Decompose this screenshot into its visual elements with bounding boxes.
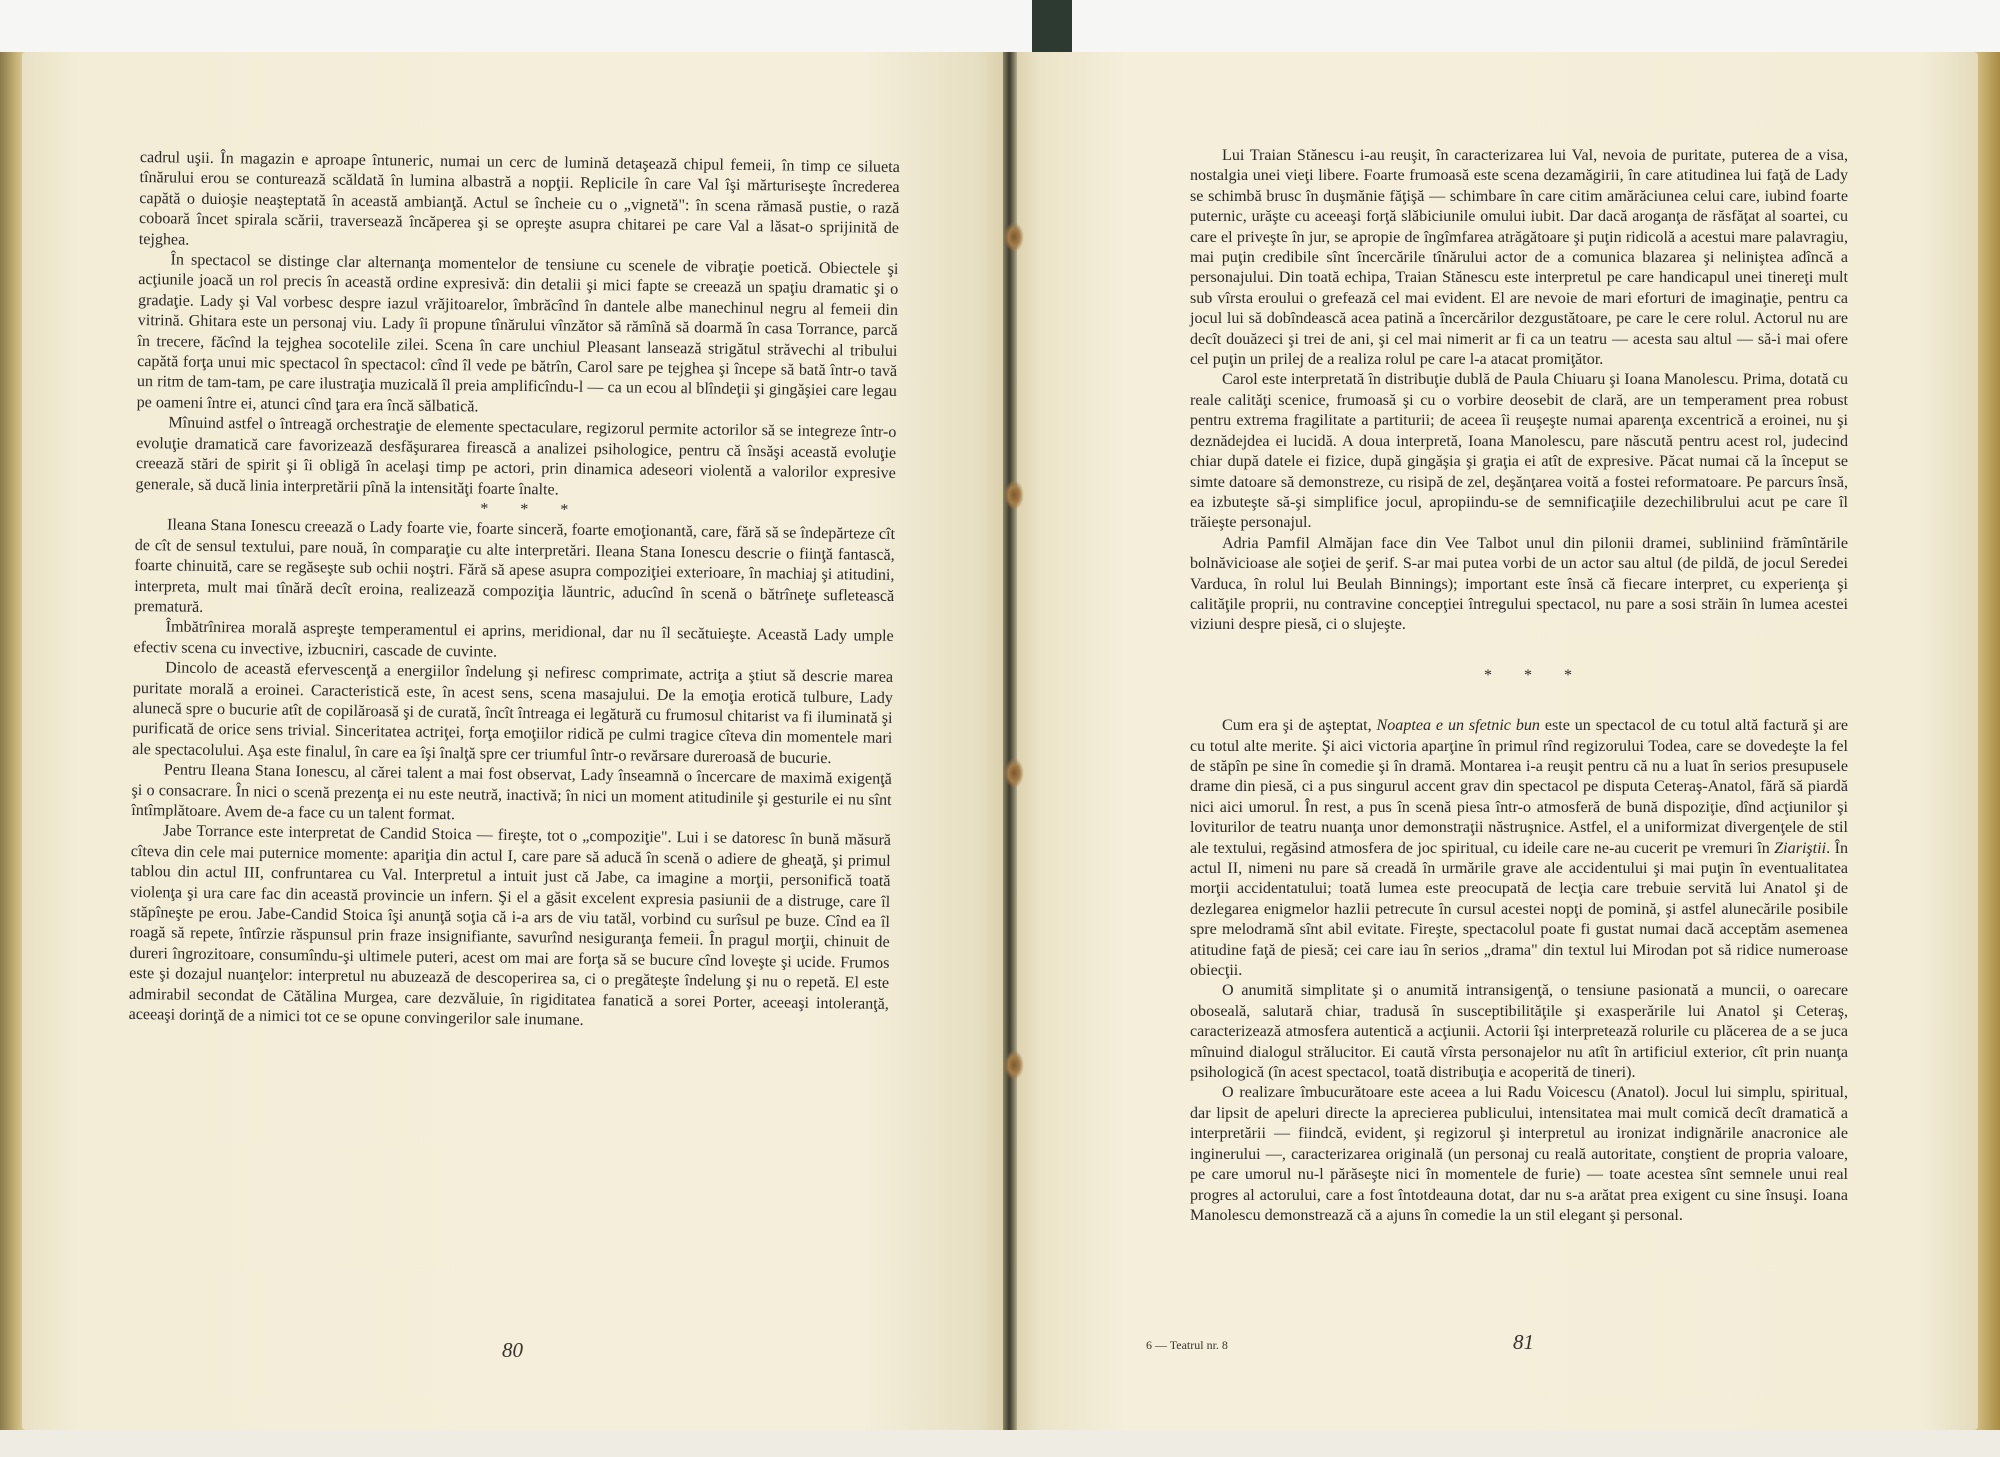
section-separator: * * *: [480, 500, 583, 519]
text-run: Cum era şi de aşteptat,: [1222, 717, 1377, 735]
page-number: 81: [1513, 1330, 1534, 1354]
scanner-background-top: [0, 0, 2000, 55]
paragraph: Ileana Stana Ionescu creează o Lady foarte vie, foarte sinceră, foarte emoţionantă, care, fără să se îndepărteze cît de cît de sensul textului, pare nouă, în comparaţie cu alte interpretări. Ileana Stana Ionescu descrie o fiinţă fantască, foarte chinuită, care se regăseşte sub ochii noştri. Fără să apese asupra compoziţiei exterioare, în machiaj şi atitudini, interpreta, mult mai tînără decît eroina, realizează compoziţia lăuntric, aducînd în scenă o bătrîneţe sufletească prematură.: [133, 516, 896, 616]
paragraph: [1190, 716, 1848, 981]
paragraph: Pentru Ileana Stana Ionescu, al cărei talent a mai fost observat, Lady înseamnă o încercare de maximă exigenţă şi o consacrare. În nici o scenă prezenţa ei nu este neutră, inactivă; în nici un moment atitudinile şi gesturile ei nu sînt întîmplătoare. Avem de-a face cu un talent format.: [131, 761, 892, 824]
left-page-text: [129, 148, 900, 1035]
right-page-text: [1190, 146, 1848, 1226]
bookmark-tab: [1032, 0, 1072, 52]
book-gutter: [1003, 52, 1017, 1430]
binding-stitch: [1004, 758, 1024, 788]
text-run: este un spectacol de cu totul altă factură şi are cu totul alte merite. Şi aici victoria aparţine în primul rînd regizorului Todea, care se dovedeşte la fel de stăpîn pe sine în comedie şi în dramă. Montarea i-a reuşit pentru că nu a luat în serios presupusele drame din piesă, ci a pus singurul accent grav din spectacol pe disputa Ceteraş-Anatol, fără să piardă nici aici umorul. În rest, a pus în scenă piesa într-o atmosferă de bună dispoziţie, dînd acţiunilor şi loviturilor de teatru nuanţa unor demonstraţii năstruşnice. Astfel, el a uniformizat divergenţele de stil ale textului, regăsind atmosfera de joc spiritual, cu ideile care ne-au cucerit pe vremuri în: [1190, 717, 1848, 857]
scanner-background-bottom: [0, 1430, 2000, 1457]
binding-stitch: [1004, 480, 1024, 510]
paragraph: În spectacol se distinge clar alternanţa momentelor de tensiune cu scenele de vibraţie poetică. Obiectele şi acţiunile joacă un rol precis în această ordine expresivă: din detalii şi mici fapte se creează un spaţiu dramatic şi o gradaţie. Lady şi Val vorbesc despre iazul vrăjitoarelor, îmbrăcînd în dantele albe manechinul negru al femeii din vitrină. Ghitara este un personaj viu. Lady îi propune tînărului vînzător să rămînă să doarmă în casa Torrance, parcă în trecere, făcînd la tejghea socotelile zilei. Scena în care unchiul Pleasant lansează strigătul străvechi al tribului capătă forţa unui mic spectacol în spectacol: cînd îl vede pe bătrîn, Carol sare pe tejghea şi începe să bată într-o tavă un ritm de tam-tam, pe care ilustraţia muzicală îl preia amplificîndu-l — ca un ecou al blîndeţii şi gingăşiei care legau pe oameni între ei, atunci cînd ţara era încă sălbatică.: [136, 251, 899, 416]
paragraph: Dincolo de această efervescenţă a energiilor îndelung şi nefiresc comprimate, actriţa a ştiut să descrie marea puritate morală a eroinei. Caracteristică este, în acest sens, scena masajului. De la emoţia erotică tulbure, Lady alunecă spre o bucurie atît de copilăroasă şi de curată, încît întreaga ei legătură cu frumosul chitarist va fi iluminată şi purificată de orice sens trivial. Sinceritatea actriţei, forţa emoţiilor ridică pe culmi tragice cîteva din momentele mari ale spectacolului. Aşa este finalul, în care ea îşi înalţă spre cer triumful într-o revărsare dureroasă de bucurie.: [132, 659, 894, 767]
binding-stitch: [1004, 222, 1024, 252]
printer-signature: 6 — Teatrul nr. 8: [1146, 1338, 1228, 1352]
page-number: 80: [502, 1338, 523, 1362]
binding-stitch: [1004, 1050, 1024, 1080]
play-title: Ziariştii: [1774, 839, 1827, 857]
play-title: Noaptea e un sfetnic bun: [1376, 717, 1540, 735]
paragraph: Mînuind astfel o întreagă orchestraţie de elemente spectaculare, regizorul permite actorilor să se integreze într-o evoluţie dramatică care favorizează desfăşurarea firească a analizei psihologice, pentru că însăşi această evoluţie creează stări de spirit şi îi obligă în acelaşi timp pe actori, prin dinamica adeseori violentă a valorilor expresive generale, să ducă linia interpretării pînă la intensităţi foarte înalte.: [135, 414, 897, 499]
paragraph: Lui Traian Stănescu i-au reuşit, în caracterizarea lui Val, nevoia de puritate, puterea de a visa, nostalgia unei vieţi libere. Foarte frumoasă este scena dezamăgirii, în care atitudinea lui faţă de Lady se schimbă brusc în duşmănie făţişă — schimbare în care citim amărăciunea celui care, iubind foarte puternic, urăşte cu aceeaşi forţă slăbiciunile omului iubit. Dar dacă aroganţa de răsfăţat al soartei, cu care el priveşte în jur, se apropie de îngîmfarea atrăgătoare şi puţin ridicolă a acestui mare palavragiu, mai puţin credibile sînt încercările tînărului actor de a comunica blazarea şi neliniştea adîncă a personajului. Din toată echipa, Traian Stănescu este interpretul pe care handicapul unei tinereţi mult sub vîrsta eroului o grefează cel mai evident. El are nevoie de mari eforturi de imaginaţie, pentru ca jocul lui să dobîndească acea patină a încercărilor dezgustătoare, pe care le cere rolul. Actorul nu are decît douăzeci şi trei de ani, şi cel mai nimerit ar fi ca un teatru — acesta sau altul — să-i mai ofere cel puţin un prilej de a realiza rolul pe care l-a atacat promiţător.: [1190, 147, 1848, 369]
text-run: . În actul II, nimeni nu pare să creadă în urmările grave ale accidentului şi mai puţin în eventualitatea morţii accidentatului; toată lumea este preocupată de lecţia care trebuie servită lui Anatol şi de dezlegarea enigmelor hazlii petrecute în cursul acestei nopţi de pomină, şi astfel alunecările posibile spre melodramă sînt abil evitate. Fireşte, spectacolul poate fi gustat numai dacă acceptăm asemenea atitudine faţă de piesă; cei care iau în serios „drama" din textul lui Mirodan pot să ridice numeroase obiecţii.: [1190, 839, 1848, 980]
paragraph: Carol este interpretată în distribuţie dublă de Paula Chiuaru şi Ioana Manolescu. Prima, dotată cu reale calităţi scenice, frumoasă şi cu o vorbire deosebit de clară, are un temperament prea robust pentru extrema fragilitate a partiturii; de aceea îi reuşeşte numai aparenţa excentrică a eroinei, nu şi deznădejdea ei lucidă. A doua interpretă, Ioana Manolescu, pare născută pentru acest rol, judecind chiar după datele ei fizice, după gingăşia şi graţia ei atît de expresive. Păcat numai că la început se simte datoare să demonstreze, cu risipă de zel, deşănţarea voită a fostei reformatoare. Pe parcurs însă, ea izbuteşte să-şi simplifice jocul, apropiindu-se de semnificaţiile dezechilibrului acut pe care îl trăieşte personajul.: [1190, 371, 1848, 532]
paragraph: Adria Pamfil Almăjan face din Vee Talbot unul din pilonii dramei, subliniind frămîntările bolnăvicioase ale soţiei de şerif. S-ar mai putea vorbi de un actor sau altul (de pildă, de jocul Seredei Varduca, în rolul lui Beulah Binnings); important este însă că fiecare interpret, cu experienţa şi calităţile proprii, nu contravine concepţiei întregului spectacol, nu pare a sosi străin în lumea acestei viziuni despre piesă, ci o slujeşte.: [1190, 534, 1848, 634]
paragraph: Îmbătrînirea morală aspreşte temperamentul ei aprins, meridional, dar nu îl secătuieşte. Această Lady umple efectiv scena cu invective, izbucniri, cascade de cuvinte.: [133, 618, 894, 661]
paragraph: cadrul uşii. În magazin e aproape întuneric, numai un cerc de lumină detaşează chipul femeii, în timp ce silueta tînărului erou se conturează scăldată în lumina albastră a nopţii. Replicile în care Val îşi mărturiseşte încrederea capătă o duioşie neaşteptată în această ambianţă. Actul se încheie cu o „vignetă": în scena rămasă pustie, o rază coboară încet spirala scării, traversează încăperea şi se opreşte asupra chitarei pe care Val a lăsat-o sprijinită de tejghea.: [138, 148, 900, 249]
paragraph: O anumită simplitate şi o anumită intransigenţă, o tensiune pasionată a muncii, o oarecare oboseală, salutară chiar, tradusă în susceptibilităţile şi exasperările lui Anatol şi Ceteraş, caracterizează atmosfera autentică a acţiunii. Actorii îşi interpretează rolurile cu plăcerea de a se juca mînuind dialogul strălucitor. Ei caută vîrsta personajelor nu atît în artificiul exterior, cît prin nuanţa psihologică (în acest spectacol, toată distribuţia e acoperită de tineri).: [1190, 982, 1848, 1082]
section-separator: * * *: [1484, 666, 1586, 684]
paragraph: Jabe Torrance este interpretat de Candid Stoica — fireşte, tot o „compoziţie". Lui i se datoresc în bună măsură cîteva din cele mai puternice momente: apariţia din actul I, care pare să aducă în scenă o adiere de gheaţă, şi primul tablou din actul III, confruntarea cu Val. Interpretul a intuit just că Jabe, ca imagine a morţii, personifică toată violenţa şi ura care fac din această provincie un infern. Şi el a găsit excelent expresia pasiunii de a distruge, care îl stăpîneşte pe erou. Jabe-Candid Stoica îşi anunţă soţia că i-a ars de viu tatăl, vorbind cu surîsul pe buze. Cînd ea îl roagă să repete, întîrzie răspunsul prin fraze insignifiante, savurînd nesiguranţa femeii. În pragul morţii, chinuit de dureri îngrozitoare, consumîndu-şi ultimele puteri, acest om mai are forţa să se bucure cînd loveşte şi ucide. Frumos este şi dozajul nuanţelor: interpretul nu abuzează de descoperirea sa, ci o pregăteşte îndelung şi nu o repetă. El este admirabil secondat de Cătălina Murgea, care dezvăluie, în rigiditatea fanatică a sorei Porter, aceeaşi intoleranţă, aceeaşi dorinţă de a nimici tot ce se opune convingerilor sale inumane.: [128, 822, 892, 1029]
paragraph: O realizare îmbucurătoare este aceea a lui Radu Voicescu (Anatol). Jocul lui simplu, spiritual, dar lipsit de apeluri directe la aprecierea publicului, intensitatea mai mult comică decît dramatică a interpretării — fiindcă, evident, şi regizorul şi interpretul au ironizat indignările anacronice ale inginerului —, caracterizarea originală (un personaj cu reală autoritate, conştient de propria valoare, pe care umorul nu-l părăseşte nici în momentele de furie) — toate acestea sînt semnele unui real progres al actorului, care a fost întotdeauna dotat, dar nu s-a arătat prea exigent cu sine însuşi. Ioana Manolescu demonstrează că a ajuns în comedie la un stil elegant şi personal.: [1190, 1084, 1848, 1224]
